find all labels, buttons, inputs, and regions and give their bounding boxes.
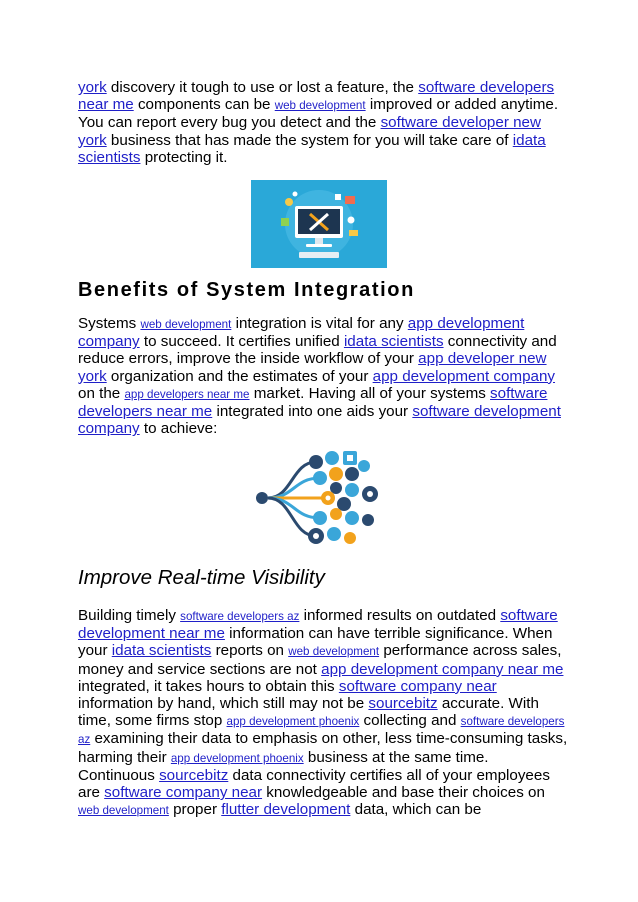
inline-link[interactable]: app development phoenix — [226, 715, 360, 729]
section-heading-benefits: Benefits of System Integration — [78, 279, 415, 301]
paragraph-text: protecting it. — [140, 148, 228, 166]
inline-link[interactable]: web development — [140, 318, 232, 331]
paragraph-text: proper — [168, 801, 222, 819]
paragraph-text: data connectivity certifies all of your employees are — [78, 766, 550, 802]
paragraph-text: discovery it tough to use or lost a feature, the — [106, 79, 419, 96]
inline-link[interactable]: sourcebitz — [368, 695, 438, 713]
paragraph-text: integrated, it takes hours to obtain this — [78, 677, 339, 695]
paragraph-text: business that has made the system for you will take care of — [106, 131, 513, 149]
paragraph-text: organization and the estimates of your — [106, 367, 373, 385]
paragraph-text: connectivity and reduce errors, improve the inside workflow of your — [78, 333, 557, 368]
inline-link[interactable]: idata scientists — [78, 131, 546, 166]
inline-link[interactable]: idata scientists — [343, 333, 444, 351]
inline-link[interactable]: software developer new york — [78, 114, 541, 149]
integration-hub-illustration — [252, 448, 388, 550]
inline-link[interactable]: web development — [274, 99, 366, 113]
paragraph-text: Systems — [78, 315, 141, 332]
inline-link[interactable]: software company near — [338, 677, 497, 695]
inline-link[interactable]: york — [78, 79, 107, 96]
paragraph-text: integrated into one aids your — [212, 403, 413, 421]
inline-link[interactable]: app development phoenix — [170, 751, 304, 765]
paragraph-text: information can have terrible significance. When your — [78, 625, 553, 660]
inline-link[interactable]: software developers az — [78, 715, 565, 747]
paragraph-text: performance across sales, money and service sections are not — [78, 642, 562, 678]
inline-link[interactable]: idata scientists — [111, 642, 212, 660]
visibility-paragraph — [78, 607, 568, 819]
paragraph-text: integration is vital for any — [231, 315, 408, 332]
inline-link[interactable]: software development near me — [78, 607, 558, 643]
paragraph-text: information by hand, which still may not be — [78, 695, 369, 713]
benefits-paragraph — [78, 315, 568, 437]
paragraph-text: to achieve: — [139, 420, 218, 438]
intro-paragraph — [78, 79, 568, 166]
paragraph-text: market. Having all of your systems — [249, 384, 491, 402]
paragraph-text: on the — [78, 384, 125, 402]
paragraph-text: data, which can be — [350, 801, 482, 819]
inline-link[interactable]: software developers az — [180, 610, 300, 623]
paragraph-text: components can be — [133, 96, 275, 114]
inline-link[interactable]: app developers near me — [124, 387, 250, 401]
inline-link[interactable]: app development company — [78, 315, 525, 351]
paragraph-text: business at the same time. Continuous — [78, 748, 489, 784]
section-heading-visibility: Improve Real-time Visibility — [78, 566, 325, 589]
inline-link[interactable]: software developers near me — [78, 384, 548, 421]
paragraph-text: informed results on outdated — [299, 607, 501, 624]
paragraph-text: improved or added anytime. You can report every bug you detect and the — [78, 96, 559, 132]
paragraph-text: reports on — [211, 642, 289, 660]
inline-link[interactable]: software company near — [104, 784, 263, 802]
inline-link[interactable]: app developer new york — [78, 350, 547, 385]
inline-link[interactable]: flutter development — [221, 801, 351, 819]
inline-link[interactable]: software development company — [78, 403, 561, 438]
developer-workstation-illustration — [251, 180, 387, 268]
paragraph-text: accurate. With time, some firms stop — [78, 695, 539, 730]
inline-link[interactable]: web development — [288, 645, 380, 659]
inline-link[interactable]: sourcebitz — [159, 766, 229, 784]
paragraph-text: examining their data to emphasis on other, less time-consuming tasks, harming their — [78, 730, 568, 766]
inline-link[interactable]: software developers near me — [78, 79, 555, 114]
paragraph-text: collecting and — [359, 712, 461, 730]
paragraph-text: to succeed. It certifies unified — [139, 333, 344, 351]
inline-link[interactable]: app development company near me — [321, 660, 564, 678]
paragraph-text: knowledgeable and base their choices on — [262, 784, 545, 802]
inline-link[interactable]: web development — [78, 804, 169, 818]
paragraph-text: Building timely — [78, 607, 181, 624]
inline-link[interactable]: app development company — [372, 367, 556, 385]
